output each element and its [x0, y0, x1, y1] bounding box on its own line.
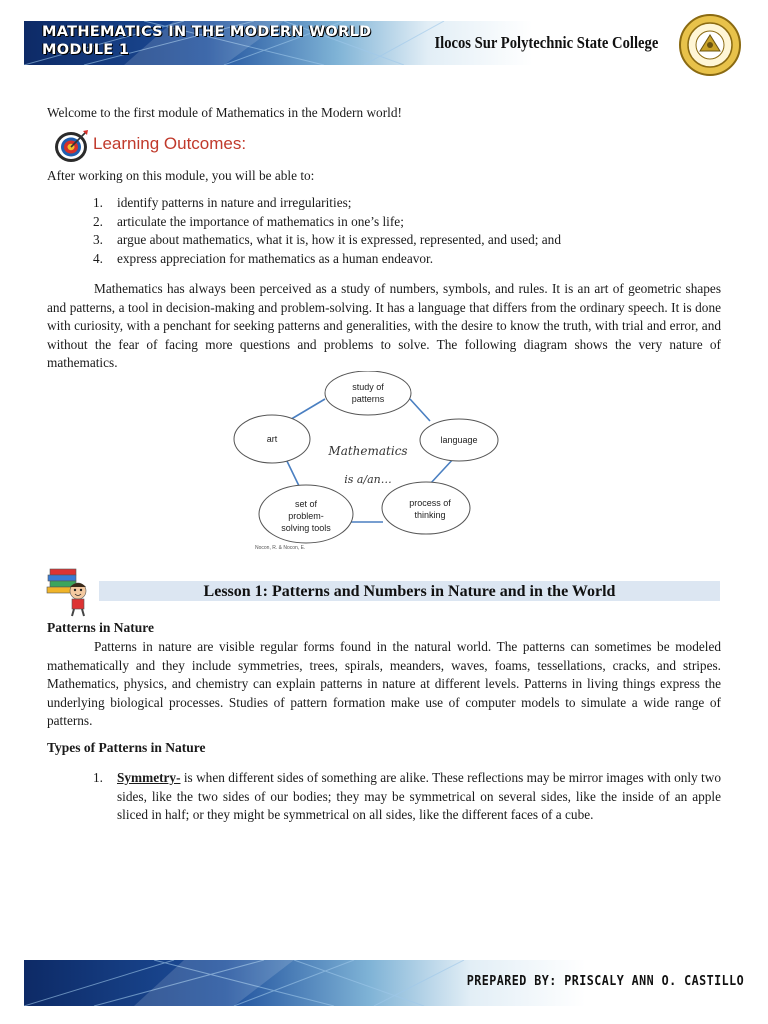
module-number: MODULE 1 [42, 42, 130, 58]
types-list [93, 769, 721, 825]
node-top [325, 371, 411, 415]
list-number: 1. [93, 195, 103, 210]
node-bottom-right [382, 482, 470, 534]
student-with-books-icon [44, 561, 96, 617]
list-text: argue about mathematics, what it is, how it is expressed, represented, and used; and [117, 232, 561, 248]
header-banner [24, 21, 676, 65]
node-bottom-left-line2: problem- [288, 511, 324, 521]
list-item [93, 769, 721, 825]
types-of-patterns-heading: Types of Patterns in Nature [47, 740, 206, 755]
list-text: express appreciation for mathematics as a human endeavor. [117, 250, 434, 266]
outcomes-intro: After working on this module, you will be able to: [47, 168, 315, 183]
list-text: identify patterns in nature and irregularities; [117, 195, 352, 210]
nature-of-math-paragraph: Mathematics has always been perceived as a study of numbers, symbols, and rules. It is an art of geometric shapes and patterns, a tool in decision-making and problem-solving. It has a language that differs from the ordinary speech. It is done with curiosity, with a penchant for seeking patterns and generalities, with the desire to know the truth, with trial and error, and without the fear of facing more questions and problems to solve. The following diagram shows the very nature of mathematics. [47, 281, 721, 371]
list-number: 1. [93, 770, 103, 785]
diagram-center-subtitle: is a/an… [344, 473, 392, 486]
list-text: articulate the importance of mathematics in one’s life; [117, 213, 404, 229]
list-number: 4. [93, 250, 103, 266]
list-number: 3. [93, 232, 103, 248]
college-seal-icon [678, 13, 742, 77]
prepared-by-credit: PREPARED BY: PRISCALY ANN O. CASTILLO [466, 974, 744, 989]
node-bottom-left-line1: set of [294, 499, 318, 509]
node-bottom-right-line1: process of [409, 498, 451, 508]
diagram-center-title: Mathematics [328, 444, 408, 458]
welcome-text: Welcome to the first module of Mathematics in the Modern world! [47, 105, 402, 120]
list-number: 2. [93, 213, 103, 229]
patterns-in-nature-heading: Patterns in Nature [47, 620, 154, 635]
node-left-label: art [266, 434, 278, 444]
outcomes-list [93, 194, 713, 268]
patterns-paragraph: Patterns in nature are visible regular forms found in the natural world. The patterns can sometimes be modeled mathematically and they include symmetries, trees, spirals, meanders, waves, foams, tessellations, cracks, and stripes. Mathematics, physics, and chemistry can explain patterns in nature at different levels. Patterns in living things express the underlying biological processes. Studies of pattern formation make use of computer models to simulate a wide range of patterns. [47, 639, 721, 729]
list-item [93, 250, 713, 269]
term-symmetry: Symmetry- [117, 770, 181, 785]
list-item [93, 213, 713, 232]
footer-banner [24, 960, 744, 1006]
learning-outcomes-heading: Learning Outcomes: [93, 134, 247, 153]
term-definition: is when different sides of something are alike. These reflections may be mirror images with only two sides, like the two sides of our bodies; they may be symmetrical on several sides, like the inside of an apple sliced in half; or they might be symmetrical on all sides, like the different faces of a cube. [117, 770, 721, 823]
node-top-line2: patterns [351, 394, 385, 404]
target-icon [52, 128, 90, 164]
node-bottom-left-line3: solving tools [281, 523, 331, 533]
list-item [93, 231, 713, 250]
module-title: MATHEMATICS IN THE MODERN WORLD [42, 24, 372, 40]
lesson-title: Lesson 1: Patterns and Numbers in Nature and in the World [203, 583, 616, 600]
diagram-source: Nocon, R. & Nocon, E. [255, 545, 306, 551]
list-item [93, 194, 713, 213]
college-name: Ilocos Sur Polytechnic State College [434, 33, 658, 52]
node-top-line1: study of [352, 382, 384, 392]
nature-of-mathematics-diagram [230, 371, 500, 553]
node-right-label: language [440, 435, 478, 445]
node-bottom-right-line2: thinking [414, 510, 446, 520]
